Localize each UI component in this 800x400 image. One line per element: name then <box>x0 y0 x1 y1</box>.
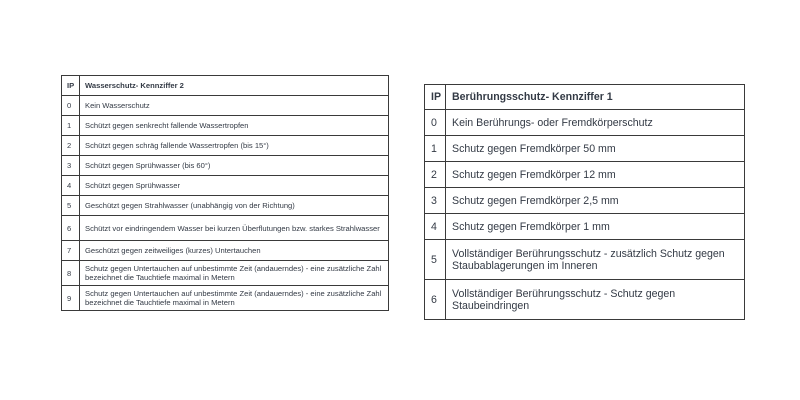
ip-code-cell: 4 <box>425 214 446 240</box>
ip-code-cell: 2 <box>425 162 446 188</box>
table-header-row <box>425 85 745 110</box>
description-cell: Geschützt gegen zeitweiliges (kurzes) Untertauchen <box>80 241 389 261</box>
table-row <box>62 136 389 156</box>
table-row <box>62 196 389 216</box>
description-cell: Vollständiger Berührungsschutz - Schutz gegen Staubeindringen <box>446 280 745 320</box>
table-row <box>425 280 745 320</box>
table-row <box>62 241 389 261</box>
ip-code-cell: 2 <box>62 136 80 156</box>
water-protection-table <box>61 75 389 311</box>
description-cell: Schutz gegen Fremdkörper 12 mm <box>446 162 745 188</box>
ip-code-cell: 0 <box>62 96 80 116</box>
table-row <box>62 176 389 196</box>
contact-protection-column-header: Berührungsschutz- Kennziffer 1 <box>446 85 745 110</box>
ip-code-cell: 5 <box>425 240 446 280</box>
table-row <box>425 240 745 280</box>
table-row <box>62 156 389 176</box>
ip-code-cell: 9 <box>62 286 80 311</box>
table-row <box>425 110 745 136</box>
table-row <box>425 188 745 214</box>
table-row <box>62 261 389 286</box>
description-cell: Vollständiger Berührungsschutz - zusätzlich Schutz gegen Staubablagerungen im Inneren <box>446 240 745 280</box>
contact-protection-table <box>424 84 745 320</box>
ip-code-cell: 4 <box>62 176 80 196</box>
description-cell: Schutz gegen Untertauchen auf unbestimmte Zeit (andauerndes) - eine zusätzliche Zahl bezeichnet die Tauchtiefe maximal in Metern <box>80 286 389 311</box>
description-cell: Schutz gegen Fremdkörper 1 mm <box>446 214 745 240</box>
table-row <box>62 116 389 136</box>
description-cell: Schutz gegen Untertauchen auf unbestimmte Zeit (andauerndes) - eine zusätzliche Zahl bezeichnet die Tauchtiefe maximal in Metern <box>80 261 389 286</box>
table-row <box>62 286 389 311</box>
description-cell: Schützt gegen Sprühwasser (bis 60°) <box>80 156 389 176</box>
description-cell: Schützt gegen Sprühwasser <box>80 176 389 196</box>
ip-code-cell: 1 <box>425 136 446 162</box>
ip-column-header: IP <box>425 85 446 110</box>
description-cell: Kein Wasserschutz <box>80 96 389 116</box>
description-cell: Schützt gegen senkrecht fallende Wassertropfen <box>80 116 389 136</box>
ip-code-cell: 3 <box>425 188 446 214</box>
ip-code-cell: 8 <box>62 261 80 286</box>
ip-code-cell: 5 <box>62 196 80 216</box>
ip-code-cell: 6 <box>425 280 446 320</box>
water-protection-column-header: Wasserschutz- Kennziffer 2 <box>80 76 389 96</box>
description-cell: Kein Berührungs- oder Fremdkörperschutz <box>446 110 745 136</box>
ip-code-cell: 3 <box>62 156 80 176</box>
ip-column-header: IP <box>62 76 80 96</box>
description-cell: Schützt vor eindringendem Wasser bei kurzen Überflutungen bzw. starkes Strahlwasser <box>80 216 389 241</box>
table-row <box>62 96 389 116</box>
description-cell: Geschützt gegen Strahlwasser (unabhängig von der Richtung) <box>80 196 389 216</box>
ip-code-cell: 7 <box>62 241 80 261</box>
table-row <box>425 162 745 188</box>
ip-code-cell: 1 <box>62 116 80 136</box>
ip-code-cell: 0 <box>425 110 446 136</box>
ip-code-cell: 6 <box>62 216 80 241</box>
table-row <box>425 214 745 240</box>
table-row <box>425 136 745 162</box>
description-cell: Schützt gegen schräg fallende Wassertropfen (bis 15°) <box>80 136 389 156</box>
table-row <box>62 216 389 241</box>
description-cell: Schutz gegen Fremdkörper 50 mm <box>446 136 745 162</box>
description-cell: Schutz gegen Fremdkörper 2,5 mm <box>446 188 745 214</box>
table-header-row <box>62 76 389 96</box>
